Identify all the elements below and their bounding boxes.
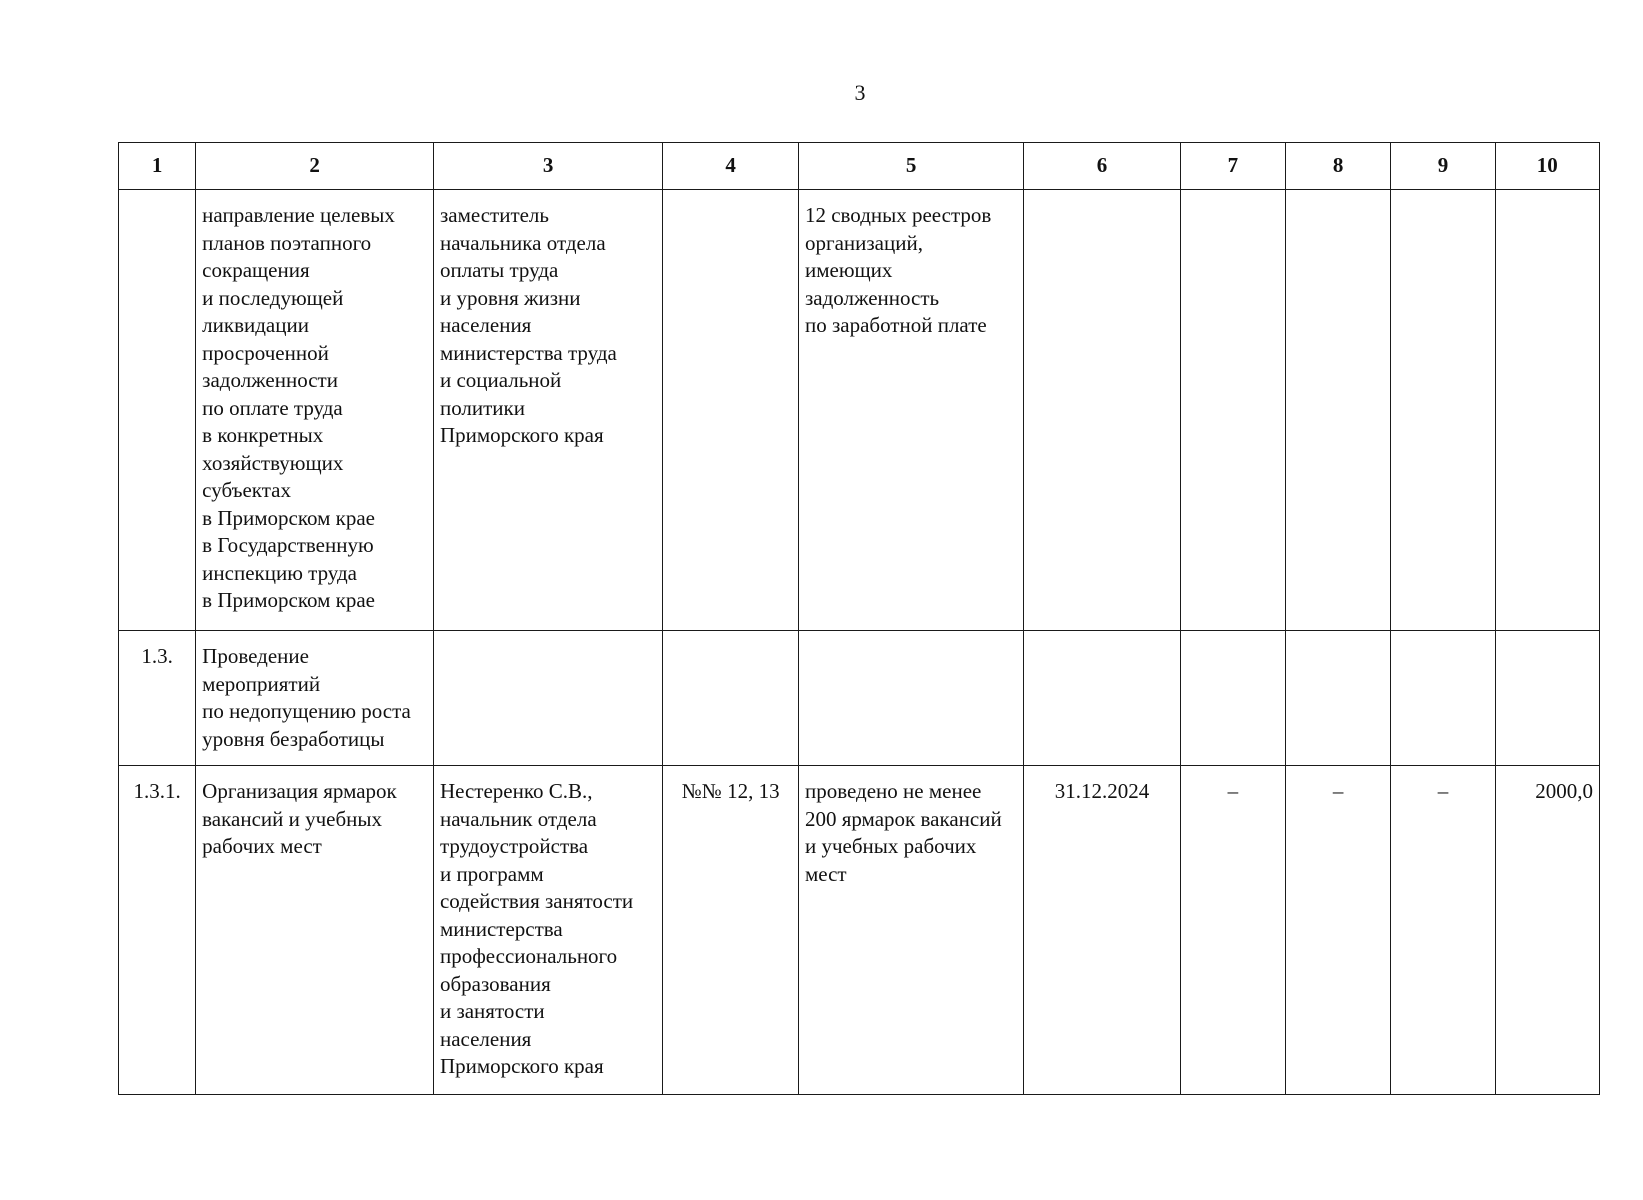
row-number-cell: 1.3.1. — [119, 766, 196, 1095]
result-cell: 12 сводных реестров организаций, имеющих задолженность по заработной плате — [798, 190, 1023, 631]
responsible-cell: Нестеренко С.В., начальник отдела трудоустройства и программ содействия занятости министерства профессионального образования и занятости населения Приморского края — [433, 766, 662, 1095]
col7-cell: – — [1180, 766, 1285, 1095]
indicator-cell — [663, 631, 799, 766]
col7-cell — [1180, 631, 1285, 766]
col8-cell: – — [1286, 766, 1391, 1095]
result-cell: проведено не менее 200 ярмарок вакансий и учебных рабочих мест — [798, 766, 1023, 1095]
table-row — [119, 631, 1600, 766]
table-row — [119, 766, 1600, 1095]
col7-cell — [1180, 190, 1285, 631]
indicator-cell: №№ 12, 13 — [663, 766, 799, 1095]
deadline-cell: 31.12.2024 — [1024, 766, 1180, 1095]
responsible-cell: заместитель начальника отдела оплаты труда и уровня жизни населения министерства труда и социальной политики Приморского края — [433, 190, 662, 631]
indicator-cell — [663, 190, 799, 631]
col9-cell — [1391, 190, 1495, 631]
table-row — [119, 190, 1600, 631]
col8-cell — [1286, 631, 1391, 766]
header-cell-4: 4 — [663, 143, 799, 190]
header-cell-6: 6 — [1024, 143, 1180, 190]
header-row — [119, 143, 1600, 190]
event-cell: Проведение мероприятий по недопущению роста уровня безработицы — [196, 631, 434, 766]
col10-cell — [1495, 190, 1599, 631]
row-number-cell: 1.3. — [119, 631, 196, 766]
col8-cell — [1286, 190, 1391, 631]
header-cell-3: 3 — [433, 143, 662, 190]
event-cell: направление целевых планов поэтапного сокращения и последующей ликвидации просроченной задолженности по оплате труда в конкретных хозяйствующих субъектах в Приморском крае в Государственную инспекцию труда в Приморском крае — [196, 190, 434, 631]
result-cell — [798, 631, 1023, 766]
col10-cell: 2000,0 — [1495, 766, 1599, 1095]
col9-cell: – — [1391, 766, 1495, 1095]
col10-cell — [1495, 631, 1599, 766]
col9-cell — [1391, 631, 1495, 766]
header-cell-2: 2 — [196, 143, 434, 190]
header-cell-7: 7 — [1180, 143, 1285, 190]
plan-table — [118, 142, 1600, 1095]
event-cell: Организация ярмарок вакансий и учебных рабочих мест — [196, 766, 434, 1095]
deadline-cell — [1024, 190, 1180, 631]
header-cell-5: 5 — [798, 143, 1023, 190]
row-number-cell — [119, 190, 196, 631]
header-cell-8: 8 — [1286, 143, 1391, 190]
responsible-cell — [433, 631, 662, 766]
header-cell-1: 1 — [119, 143, 196, 190]
deadline-cell — [1024, 631, 1180, 766]
header-cell-9: 9 — [1391, 143, 1495, 190]
header-cell-10: 10 — [1495, 143, 1599, 190]
page-number: 3 — [854, 80, 866, 105]
